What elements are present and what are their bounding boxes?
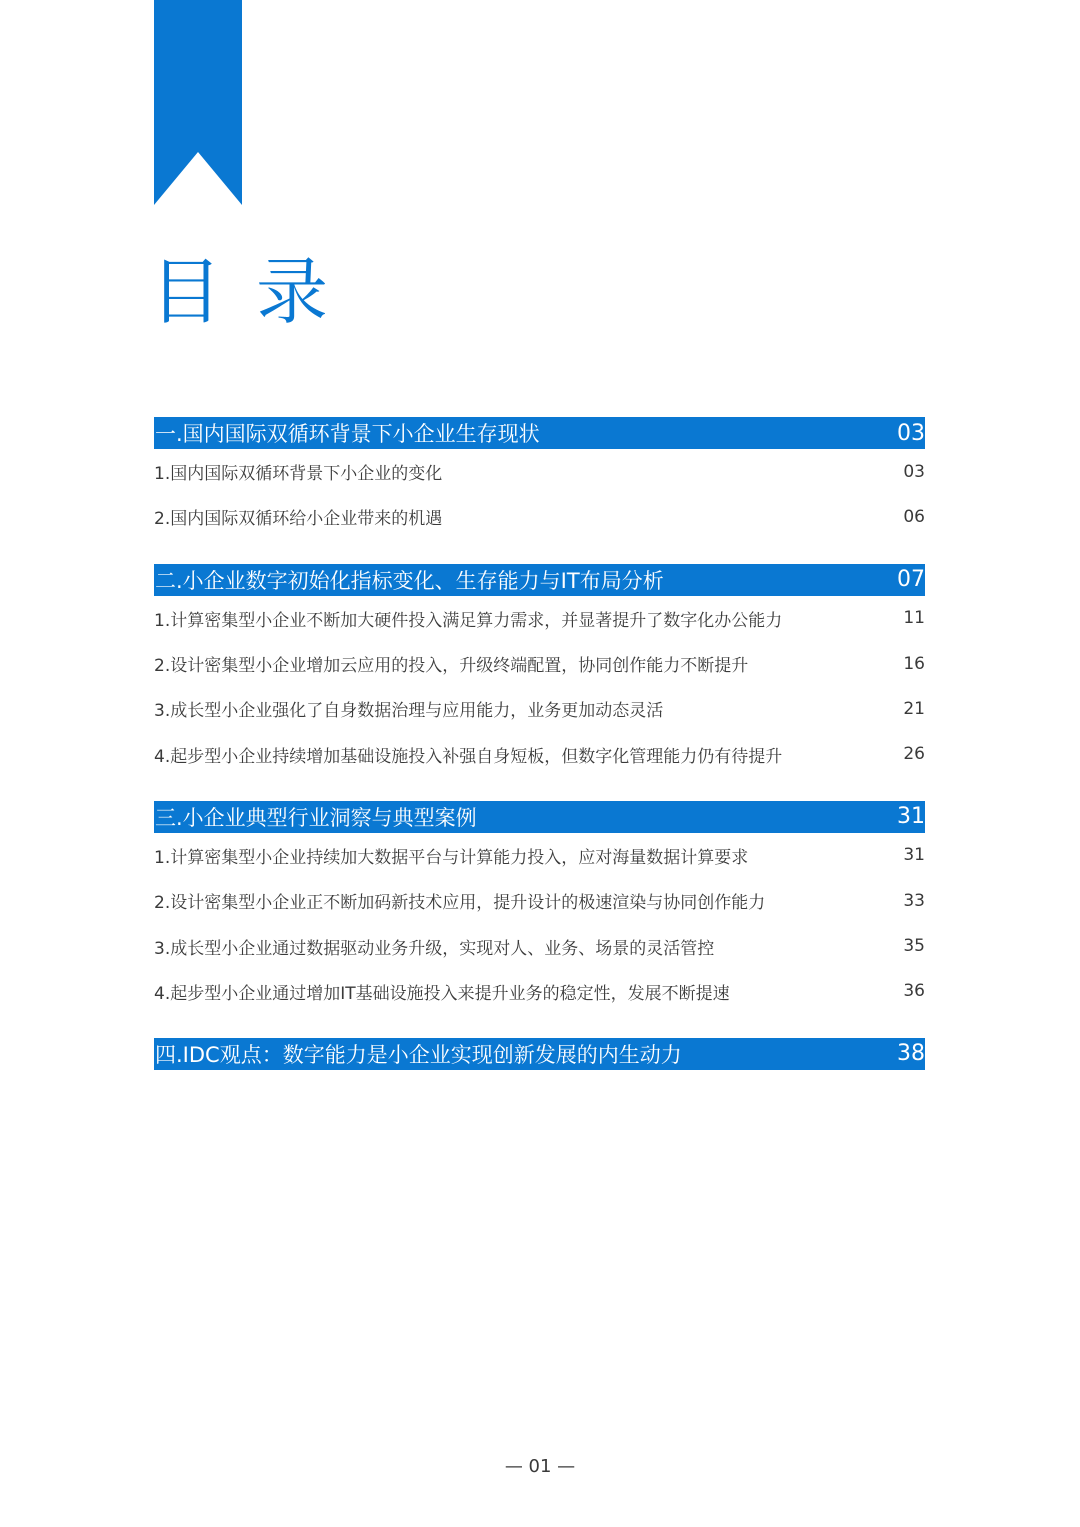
section-title: 三.小企业典型行业洞察与典型案例 (155, 805, 477, 830)
toc-entry[interactable] (154, 494, 925, 539)
entry-page-number: 21 (903, 698, 925, 719)
page-number-footer: — 01 — (504, 1456, 576, 1477)
toc-entry[interactable] (154, 923, 925, 968)
entry-title: 4.起步型小企业通过增加IT基础设施投入来提升业务的稳定性，发展不断提速 (154, 983, 730, 1004)
section-title: 四.IDC观点：数字能力是小企业实现创新发展的内生动力 (155, 1042, 682, 1067)
toc-entry[interactable] (154, 596, 925, 641)
section-page-number: 31 (897, 804, 925, 830)
entry-page-number: 26 (903, 744, 925, 765)
table-of-contents (154, 417, 925, 1094)
toc-section-2 (154, 564, 925, 777)
entry-page-number: 36 (903, 981, 925, 1002)
toc-entry[interactable] (154, 449, 925, 494)
entry-title: 4.起步型小企业持续增加基础设施投入补强自身短板，但数字化管理能力仍有待提升 (154, 746, 783, 767)
entry-title: 2.国内国际双循环给小企业带来的机遇 (154, 509, 443, 530)
page-title (150, 252, 362, 332)
bookmark-ribbon-icon (154, 0, 242, 205)
entry-page-number: 31 (903, 845, 925, 866)
entry-title: 1.计算密集型小企业不断加大硬件投入满足算力需求，并显著提升了数字化办公能力 (154, 610, 783, 631)
toc-entry[interactable] (154, 641, 925, 686)
toc-section-header[interactable] (154, 564, 925, 596)
entry-title: 2.设计密集型小企业增加云应用的投入，升级终端配置，协同创作能力不断提升 (154, 656, 749, 677)
entry-page-number: 03 (903, 461, 925, 482)
toc-section-4 (154, 1038, 925, 1070)
entry-title: 3.成长型小企业通过数据驱动业务升级，实现对人、业务、场景的灵活管控 (154, 938, 715, 959)
section-page-number: 03 (897, 420, 925, 446)
page-title-char-1: 目 (150, 250, 257, 334)
entry-page-number: 35 (903, 936, 925, 957)
entry-page-number: 33 (903, 890, 925, 911)
toc-section-header[interactable] (154, 417, 925, 449)
entry-page-number: 11 (903, 608, 925, 629)
entry-title: 1.国内国际双循环背景下小企业的变化 (154, 464, 443, 485)
entry-title: 1.计算密集型小企业持续加大数据平台与计算能力投入，应对海量数据计算要求 (154, 847, 749, 868)
toc-entry[interactable] (154, 969, 925, 1014)
section-page-number: 38 (897, 1041, 925, 1067)
section-title: 一.国内国际双循环背景下小企业生存现状 (155, 422, 540, 446)
entry-title: 2.设计密集型小企业正不断加码新技术应用，提升设计的极速渲染与协同创作能力 (154, 893, 766, 914)
section-title: 二.小企业数字初始化指标变化、生存能力与IT布局分析 (155, 568, 664, 593)
toc-entry[interactable] (154, 731, 925, 776)
toc-entry[interactable] (154, 833, 925, 878)
toc-entry[interactable] (154, 686, 925, 731)
entry-page-number: 06 (903, 506, 925, 527)
page-title-char-2: 录 (256, 250, 363, 334)
toc-section-header[interactable] (154, 1038, 925, 1070)
toc-section-3 (154, 801, 925, 1014)
entry-title: 3.成长型小企业强化了自身数据治理与应用能力，业务更加动态灵活 (154, 701, 664, 722)
toc-section-header[interactable] (154, 801, 925, 833)
entry-page-number: 16 (903, 653, 925, 674)
toc-entry[interactable] (154, 878, 925, 923)
section-page-number: 07 (897, 567, 925, 593)
toc-section-1 (154, 417, 925, 540)
